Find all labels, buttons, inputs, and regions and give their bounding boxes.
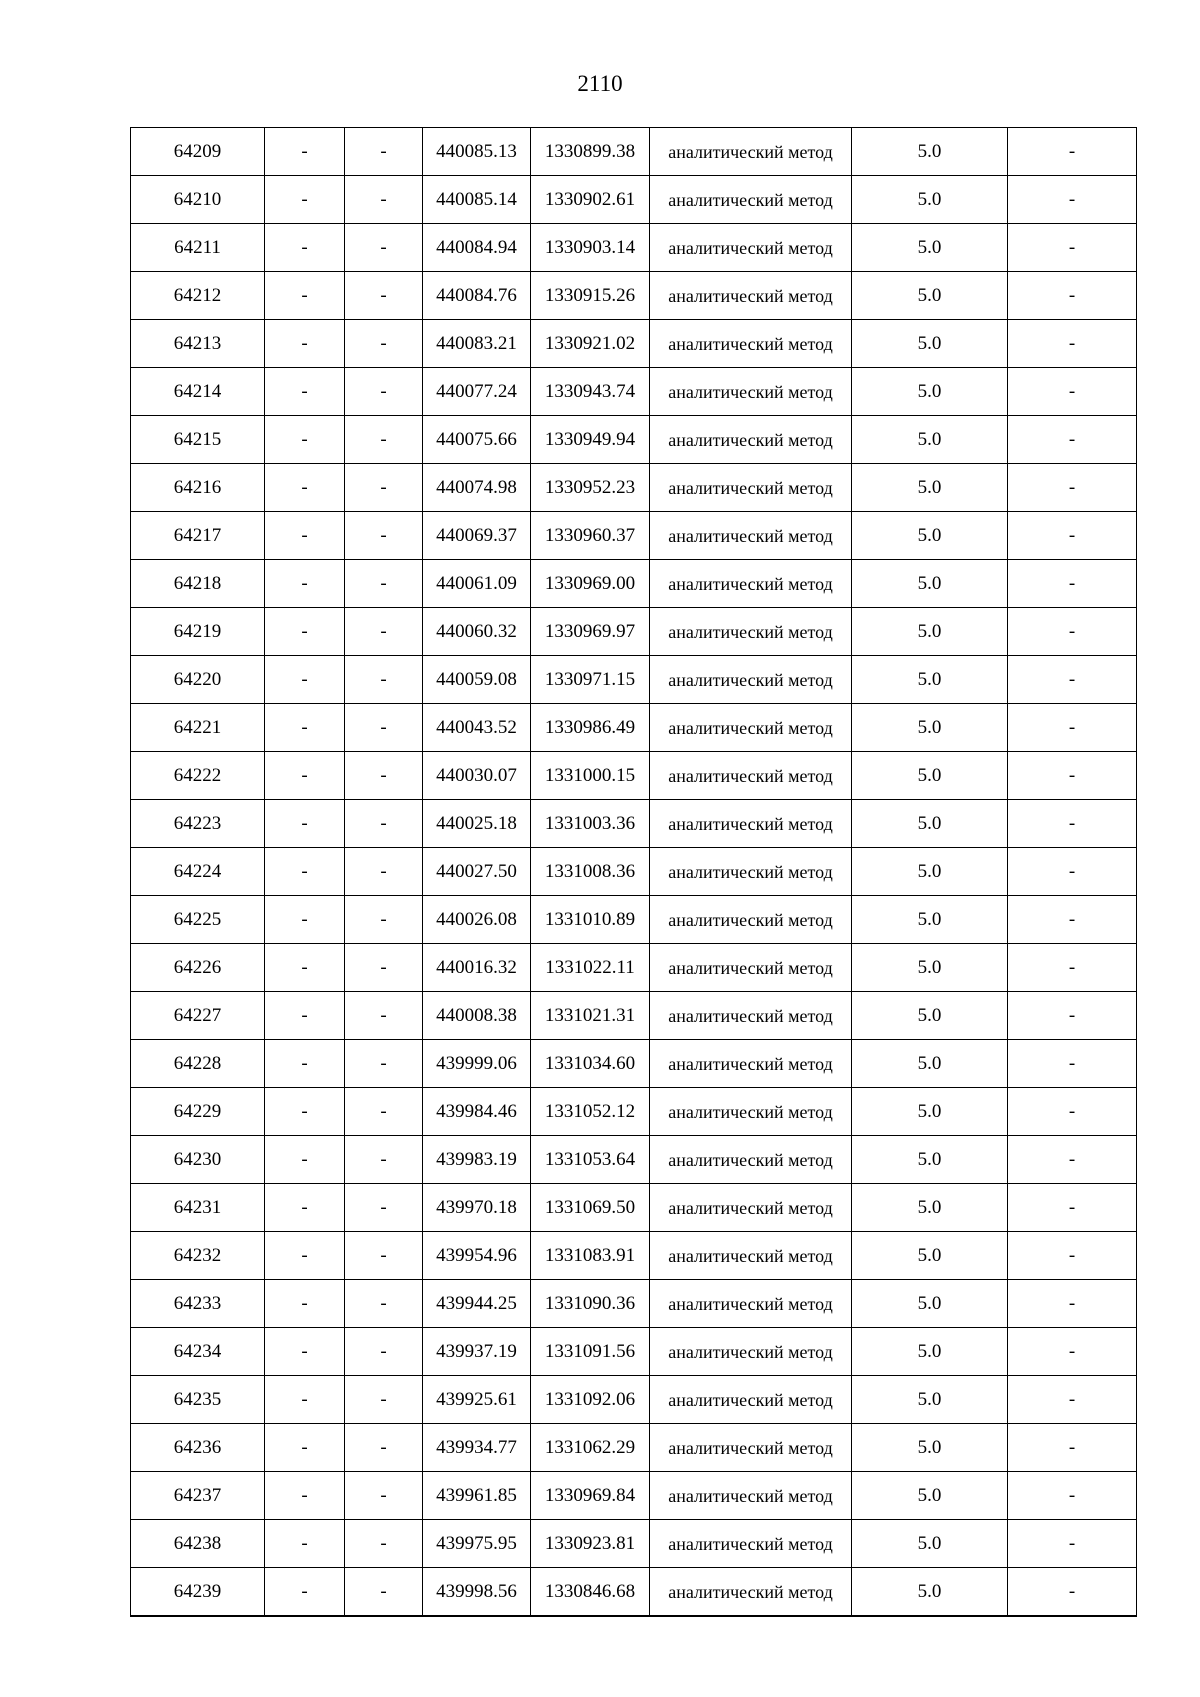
accuracy-cell: 5.0 bbox=[852, 1520, 1008, 1568]
point-number-cell: 64214 bbox=[131, 368, 265, 416]
col-3-cell: - bbox=[345, 272, 423, 320]
method-cell: аналитический метод bbox=[650, 512, 852, 560]
x-coordinate-cell: 440027.50 bbox=[423, 848, 531, 896]
page-number: 2110 bbox=[577, 71, 623, 96]
col-2-cell: - bbox=[265, 848, 345, 896]
method-cell: аналитический метод bbox=[650, 896, 852, 944]
x-coordinate-cell: 440083.21 bbox=[423, 320, 531, 368]
col-2-cell: - bbox=[265, 608, 345, 656]
y-coordinate-cell: 1330915.26 bbox=[531, 272, 650, 320]
accuracy-cell: 5.0 bbox=[852, 656, 1008, 704]
col-8-cell: - bbox=[1008, 1136, 1137, 1184]
point-number-cell: 64226 bbox=[131, 944, 265, 992]
table-row bbox=[131, 992, 1137, 1040]
point-number-cell: 64212 bbox=[131, 272, 265, 320]
table-row bbox=[131, 272, 1137, 320]
point-number-cell: 64217 bbox=[131, 512, 265, 560]
method-cell: аналитический метод bbox=[650, 848, 852, 896]
col-8-cell: - bbox=[1008, 320, 1137, 368]
col-8-cell: - bbox=[1008, 1568, 1137, 1617]
point-number-cell: 64234 bbox=[131, 1328, 265, 1376]
col-3-cell: - bbox=[345, 1184, 423, 1232]
accuracy-cell: 5.0 bbox=[852, 560, 1008, 608]
y-coordinate-cell: 1331062.29 bbox=[531, 1424, 650, 1472]
table-row bbox=[131, 1424, 1137, 1472]
method-cell: аналитический метод bbox=[650, 1568, 852, 1617]
method-cell: аналитический метод bbox=[650, 1280, 852, 1328]
x-coordinate-cell: 440043.52 bbox=[423, 704, 531, 752]
col-3-cell: - bbox=[345, 992, 423, 1040]
y-coordinate-cell: 1330969.97 bbox=[531, 608, 650, 656]
col-3-cell: - bbox=[345, 1040, 423, 1088]
col-8-cell: - bbox=[1008, 464, 1137, 512]
y-coordinate-cell: 1330960.37 bbox=[531, 512, 650, 560]
table-row bbox=[131, 848, 1137, 896]
accuracy-cell: 5.0 bbox=[852, 608, 1008, 656]
point-number-cell: 64231 bbox=[131, 1184, 265, 1232]
accuracy-cell: 5.0 bbox=[852, 944, 1008, 992]
point-number-cell: 64222 bbox=[131, 752, 265, 800]
table-row bbox=[131, 896, 1137, 944]
accuracy-cell: 5.0 bbox=[852, 368, 1008, 416]
y-coordinate-cell: 1331052.12 bbox=[531, 1088, 650, 1136]
col-8-cell: - bbox=[1008, 800, 1137, 848]
col-8-cell: - bbox=[1008, 1088, 1137, 1136]
x-coordinate-cell: 440085.14 bbox=[423, 176, 531, 224]
col-3-cell: - bbox=[345, 224, 423, 272]
method-cell: аналитический метод bbox=[650, 1088, 852, 1136]
table-row bbox=[131, 176, 1137, 224]
y-coordinate-cell: 1331090.36 bbox=[531, 1280, 650, 1328]
col-3-cell: - bbox=[345, 1424, 423, 1472]
col-8-cell: - bbox=[1008, 848, 1137, 896]
method-cell: аналитический метод bbox=[650, 608, 852, 656]
table-row bbox=[131, 128, 1137, 176]
col-2-cell: - bbox=[265, 512, 345, 560]
point-number-cell: 64237 bbox=[131, 1472, 265, 1520]
col-3-cell: - bbox=[345, 1136, 423, 1184]
accuracy-cell: 5.0 bbox=[852, 1184, 1008, 1232]
point-number-cell: 64220 bbox=[131, 656, 265, 704]
point-number-cell: 64229 bbox=[131, 1088, 265, 1136]
y-coordinate-cell: 1331003.36 bbox=[531, 800, 650, 848]
x-coordinate-cell: 439961.85 bbox=[423, 1472, 531, 1520]
col-3-cell: - bbox=[345, 896, 423, 944]
col-8-cell: - bbox=[1008, 272, 1137, 320]
y-coordinate-cell: 1330969.84 bbox=[531, 1472, 650, 1520]
accuracy-cell: 5.0 bbox=[852, 896, 1008, 944]
y-coordinate-cell: 1330986.49 bbox=[531, 704, 650, 752]
method-cell: аналитический метод bbox=[650, 560, 852, 608]
col-3-cell: - bbox=[345, 512, 423, 560]
method-cell: аналитический метод bbox=[650, 992, 852, 1040]
col-3-cell: - bbox=[345, 848, 423, 896]
method-cell: аналитический метод bbox=[650, 1040, 852, 1088]
y-coordinate-cell: 1331053.64 bbox=[531, 1136, 650, 1184]
x-coordinate-cell: 440085.13 bbox=[423, 128, 531, 176]
method-cell: аналитический метод bbox=[650, 1232, 852, 1280]
y-coordinate-cell: 1330846.68 bbox=[531, 1568, 650, 1617]
point-number-cell: 64236 bbox=[131, 1424, 265, 1472]
method-cell: аналитический метод bbox=[650, 1328, 852, 1376]
point-number-cell: 64225 bbox=[131, 896, 265, 944]
x-coordinate-cell: 440075.66 bbox=[423, 416, 531, 464]
point-number-cell: 64216 bbox=[131, 464, 265, 512]
table-row bbox=[131, 1328, 1137, 1376]
x-coordinate-cell: 439999.06 bbox=[423, 1040, 531, 1088]
method-cell: аналитический метод bbox=[650, 704, 852, 752]
point-number-cell: 64219 bbox=[131, 608, 265, 656]
col-8-cell: - bbox=[1008, 368, 1137, 416]
accuracy-cell: 5.0 bbox=[852, 992, 1008, 1040]
col-8-cell: - bbox=[1008, 1280, 1137, 1328]
x-coordinate-cell: 440061.09 bbox=[423, 560, 531, 608]
y-coordinate-cell: 1330952.23 bbox=[531, 464, 650, 512]
table-row bbox=[131, 800, 1137, 848]
point-number-cell: 64230 bbox=[131, 1136, 265, 1184]
col-2-cell: - bbox=[265, 128, 345, 176]
accuracy-cell: 5.0 bbox=[852, 752, 1008, 800]
col-2-cell: - bbox=[265, 1040, 345, 1088]
table-row bbox=[131, 1520, 1137, 1568]
col-2-cell: - bbox=[265, 1232, 345, 1280]
col-3-cell: - bbox=[345, 416, 423, 464]
table-row bbox=[131, 944, 1137, 992]
col-2-cell: - bbox=[265, 1280, 345, 1328]
col-2-cell: - bbox=[265, 896, 345, 944]
accuracy-cell: 5.0 bbox=[852, 1088, 1008, 1136]
accuracy-cell: 5.0 bbox=[852, 1328, 1008, 1376]
table-row bbox=[131, 1376, 1137, 1424]
y-coordinate-cell: 1331021.31 bbox=[531, 992, 650, 1040]
y-coordinate-cell: 1330971.15 bbox=[531, 656, 650, 704]
col-2-cell: - bbox=[265, 416, 345, 464]
y-coordinate-cell: 1331069.50 bbox=[531, 1184, 650, 1232]
col-2-cell: - bbox=[265, 656, 345, 704]
col-2-cell: - bbox=[265, 272, 345, 320]
y-coordinate-cell: 1331034.60 bbox=[531, 1040, 650, 1088]
point-number-cell: 64215 bbox=[131, 416, 265, 464]
col-3-cell: - bbox=[345, 656, 423, 704]
col-3-cell: - bbox=[345, 1328, 423, 1376]
col-8-cell: - bbox=[1008, 560, 1137, 608]
x-coordinate-cell: 440008.38 bbox=[423, 992, 531, 1040]
col-3-cell: - bbox=[345, 944, 423, 992]
y-coordinate-cell: 1330943.74 bbox=[531, 368, 650, 416]
x-coordinate-cell: 439934.77 bbox=[423, 1424, 531, 1472]
table-row bbox=[131, 512, 1137, 560]
y-coordinate-cell: 1331000.15 bbox=[531, 752, 650, 800]
col-8-cell: - bbox=[1008, 704, 1137, 752]
x-coordinate-cell: 439970.18 bbox=[423, 1184, 531, 1232]
x-coordinate-cell: 440084.76 bbox=[423, 272, 531, 320]
col-2-cell: - bbox=[265, 224, 345, 272]
x-coordinate-cell: 440059.08 bbox=[423, 656, 531, 704]
col-8-cell: - bbox=[1008, 128, 1137, 176]
y-coordinate-cell: 1331083.91 bbox=[531, 1232, 650, 1280]
col-3-cell: - bbox=[345, 704, 423, 752]
method-cell: аналитический метод bbox=[650, 944, 852, 992]
y-coordinate-cell: 1331010.89 bbox=[531, 896, 650, 944]
col-8-cell: - bbox=[1008, 512, 1137, 560]
col-3-cell: - bbox=[345, 320, 423, 368]
point-number-cell: 64227 bbox=[131, 992, 265, 1040]
col-3-cell: - bbox=[345, 752, 423, 800]
col-3-cell: - bbox=[345, 1568, 423, 1617]
table-row bbox=[131, 1136, 1137, 1184]
col-2-cell: - bbox=[265, 752, 345, 800]
y-coordinate-cell: 1330923.81 bbox=[531, 1520, 650, 1568]
col-3-cell: - bbox=[345, 1520, 423, 1568]
col-3-cell: - bbox=[345, 128, 423, 176]
method-cell: аналитический метод bbox=[650, 800, 852, 848]
point-number-cell: 64213 bbox=[131, 320, 265, 368]
table-row bbox=[131, 1568, 1137, 1617]
point-number-cell: 64232 bbox=[131, 1232, 265, 1280]
table-row bbox=[131, 368, 1137, 416]
col-3-cell: - bbox=[345, 608, 423, 656]
method-cell: аналитический метод bbox=[650, 416, 852, 464]
table-row bbox=[131, 752, 1137, 800]
table-row bbox=[131, 656, 1137, 704]
point-number-cell: 64218 bbox=[131, 560, 265, 608]
col-8-cell: - bbox=[1008, 992, 1137, 1040]
col-2-cell: - bbox=[265, 992, 345, 1040]
x-coordinate-cell: 440030.07 bbox=[423, 752, 531, 800]
col-2-cell: - bbox=[265, 944, 345, 992]
x-coordinate-cell: 440069.37 bbox=[423, 512, 531, 560]
accuracy-cell: 5.0 bbox=[852, 1424, 1008, 1472]
table-row bbox=[131, 1472, 1137, 1520]
method-cell: аналитический метод bbox=[650, 1184, 852, 1232]
col-2-cell: - bbox=[265, 800, 345, 848]
col-3-cell: - bbox=[345, 1280, 423, 1328]
method-cell: аналитический метод bbox=[650, 1424, 852, 1472]
table-row bbox=[131, 464, 1137, 512]
col-2-cell: - bbox=[265, 1520, 345, 1568]
y-coordinate-cell: 1331008.36 bbox=[531, 848, 650, 896]
method-cell: аналитический метод bbox=[650, 368, 852, 416]
x-coordinate-cell: 439983.19 bbox=[423, 1136, 531, 1184]
x-coordinate-cell: 439944.25 bbox=[423, 1280, 531, 1328]
x-coordinate-cell: 439998.56 bbox=[423, 1568, 531, 1617]
method-cell: аналитический метод bbox=[650, 1376, 852, 1424]
method-cell: аналитический метод bbox=[650, 176, 852, 224]
col-8-cell: - bbox=[1008, 1376, 1137, 1424]
table-row bbox=[131, 416, 1137, 464]
col-8-cell: - bbox=[1008, 224, 1137, 272]
col-3-cell: - bbox=[345, 176, 423, 224]
col-8-cell: - bbox=[1008, 176, 1137, 224]
point-number-cell: 64209 bbox=[131, 128, 265, 176]
accuracy-cell: 5.0 bbox=[852, 416, 1008, 464]
accuracy-cell: 5.0 bbox=[852, 272, 1008, 320]
method-cell: аналитический метод bbox=[650, 752, 852, 800]
y-coordinate-cell: 1331092.06 bbox=[531, 1376, 650, 1424]
col-8-cell: - bbox=[1008, 1184, 1137, 1232]
col-2-cell: - bbox=[265, 1424, 345, 1472]
x-coordinate-cell: 439984.46 bbox=[423, 1088, 531, 1136]
col-2-cell: - bbox=[265, 1184, 345, 1232]
point-number-cell: 64211 bbox=[131, 224, 265, 272]
x-coordinate-cell: 440084.94 bbox=[423, 224, 531, 272]
col-3-cell: - bbox=[345, 1232, 423, 1280]
col-2-cell: - bbox=[265, 1136, 345, 1184]
table-row bbox=[131, 1232, 1137, 1280]
col-2-cell: - bbox=[265, 1328, 345, 1376]
col-2-cell: - bbox=[265, 704, 345, 752]
col-2-cell: - bbox=[265, 1568, 345, 1617]
x-coordinate-cell: 440074.98 bbox=[423, 464, 531, 512]
x-coordinate-cell: 440016.32 bbox=[423, 944, 531, 992]
y-coordinate-cell: 1331091.56 bbox=[531, 1328, 650, 1376]
point-number-cell: 64223 bbox=[131, 800, 265, 848]
x-coordinate-cell: 439954.96 bbox=[423, 1232, 531, 1280]
table-row bbox=[131, 608, 1137, 656]
x-coordinate-cell: 439925.61 bbox=[423, 1376, 531, 1424]
col-2-cell: - bbox=[265, 560, 345, 608]
y-coordinate-cell: 1330921.02 bbox=[531, 320, 650, 368]
col-8-cell: - bbox=[1008, 608, 1137, 656]
method-cell: аналитический метод bbox=[650, 656, 852, 704]
col-8-cell: - bbox=[1008, 416, 1137, 464]
col-8-cell: - bbox=[1008, 1424, 1137, 1472]
y-coordinate-cell: 1330903.14 bbox=[531, 224, 650, 272]
method-cell: аналитический метод bbox=[650, 224, 852, 272]
accuracy-cell: 5.0 bbox=[852, 1472, 1008, 1520]
method-cell: аналитический метод bbox=[650, 1520, 852, 1568]
y-coordinate-cell: 1330969.00 bbox=[531, 560, 650, 608]
y-coordinate-cell: 1330949.94 bbox=[531, 416, 650, 464]
x-coordinate-cell: 440026.08 bbox=[423, 896, 531, 944]
accuracy-cell: 5.0 bbox=[852, 320, 1008, 368]
accuracy-cell: 5.0 bbox=[852, 704, 1008, 752]
col-3-cell: - bbox=[345, 800, 423, 848]
y-coordinate-cell: 1330902.61 bbox=[531, 176, 650, 224]
y-coordinate-cell: 1331022.11 bbox=[531, 944, 650, 992]
method-cell: аналитический метод bbox=[650, 320, 852, 368]
table-row bbox=[131, 1184, 1137, 1232]
accuracy-cell: 5.0 bbox=[852, 848, 1008, 896]
point-number-cell: 64224 bbox=[131, 848, 265, 896]
method-cell: аналитический метод bbox=[650, 128, 852, 176]
col-2-cell: - bbox=[265, 176, 345, 224]
col-8-cell: - bbox=[1008, 656, 1137, 704]
col-2-cell: - bbox=[265, 464, 345, 512]
method-cell: аналитический метод bbox=[650, 1136, 852, 1184]
point-number-cell: 64239 bbox=[131, 1568, 265, 1617]
col-8-cell: - bbox=[1008, 752, 1137, 800]
accuracy-cell: 5.0 bbox=[852, 1280, 1008, 1328]
point-number-cell: 64228 bbox=[131, 1040, 265, 1088]
accuracy-cell: 5.0 bbox=[852, 1136, 1008, 1184]
point-number-cell: 64210 bbox=[131, 176, 265, 224]
col-2-cell: - bbox=[265, 1472, 345, 1520]
table-row bbox=[131, 320, 1137, 368]
accuracy-cell: 5.0 bbox=[852, 1232, 1008, 1280]
accuracy-cell: 5.0 bbox=[852, 1376, 1008, 1424]
col-8-cell: - bbox=[1008, 1472, 1137, 1520]
method-cell: аналитический метод bbox=[650, 464, 852, 512]
table-row bbox=[131, 224, 1137, 272]
col-3-cell: - bbox=[345, 464, 423, 512]
accuracy-cell: 5.0 bbox=[852, 1040, 1008, 1088]
col-3-cell: - bbox=[345, 1376, 423, 1424]
x-coordinate-cell: 439937.19 bbox=[423, 1328, 531, 1376]
col-3-cell: - bbox=[345, 1472, 423, 1520]
col-2-cell: - bbox=[265, 368, 345, 416]
table-row bbox=[131, 1280, 1137, 1328]
x-coordinate-cell: 439975.95 bbox=[423, 1520, 531, 1568]
accuracy-cell: 5.0 bbox=[852, 464, 1008, 512]
col-3-cell: - bbox=[345, 560, 423, 608]
x-coordinate-cell: 440025.18 bbox=[423, 800, 531, 848]
table-row bbox=[131, 1040, 1137, 1088]
col-2-cell: - bbox=[265, 1088, 345, 1136]
col-3-cell: - bbox=[345, 368, 423, 416]
x-coordinate-cell: 440060.32 bbox=[423, 608, 531, 656]
accuracy-cell: 5.0 bbox=[852, 176, 1008, 224]
table-row bbox=[131, 560, 1137, 608]
col-8-cell: - bbox=[1008, 896, 1137, 944]
table-body bbox=[131, 128, 1137, 1617]
col-8-cell: - bbox=[1008, 1328, 1137, 1376]
col-8-cell: - bbox=[1008, 1040, 1137, 1088]
method-cell: аналитический метод bbox=[650, 1472, 852, 1520]
point-number-cell: 64235 bbox=[131, 1376, 265, 1424]
col-8-cell: - bbox=[1008, 1232, 1137, 1280]
col-8-cell: - bbox=[1008, 1520, 1137, 1568]
accuracy-cell: 5.0 bbox=[852, 512, 1008, 560]
x-coordinate-cell: 440077.24 bbox=[423, 368, 531, 416]
accuracy-cell: 5.0 bbox=[852, 800, 1008, 848]
table-row bbox=[131, 704, 1137, 752]
col-2-cell: - bbox=[265, 1376, 345, 1424]
table-row bbox=[131, 1088, 1137, 1136]
point-number-cell: 64238 bbox=[131, 1520, 265, 1568]
method-cell: аналитический метод bbox=[650, 272, 852, 320]
col-3-cell: - bbox=[345, 1088, 423, 1136]
accuracy-cell: 5.0 bbox=[852, 1568, 1008, 1617]
point-number-cell: 64233 bbox=[131, 1280, 265, 1328]
col-2-cell: - bbox=[265, 320, 345, 368]
coordinates-table bbox=[130, 127, 1137, 1617]
accuracy-cell: 5.0 bbox=[852, 128, 1008, 176]
y-coordinate-cell: 1330899.38 bbox=[531, 128, 650, 176]
point-number-cell: 64221 bbox=[131, 704, 265, 752]
col-8-cell: - bbox=[1008, 944, 1137, 992]
accuracy-cell: 5.0 bbox=[852, 224, 1008, 272]
